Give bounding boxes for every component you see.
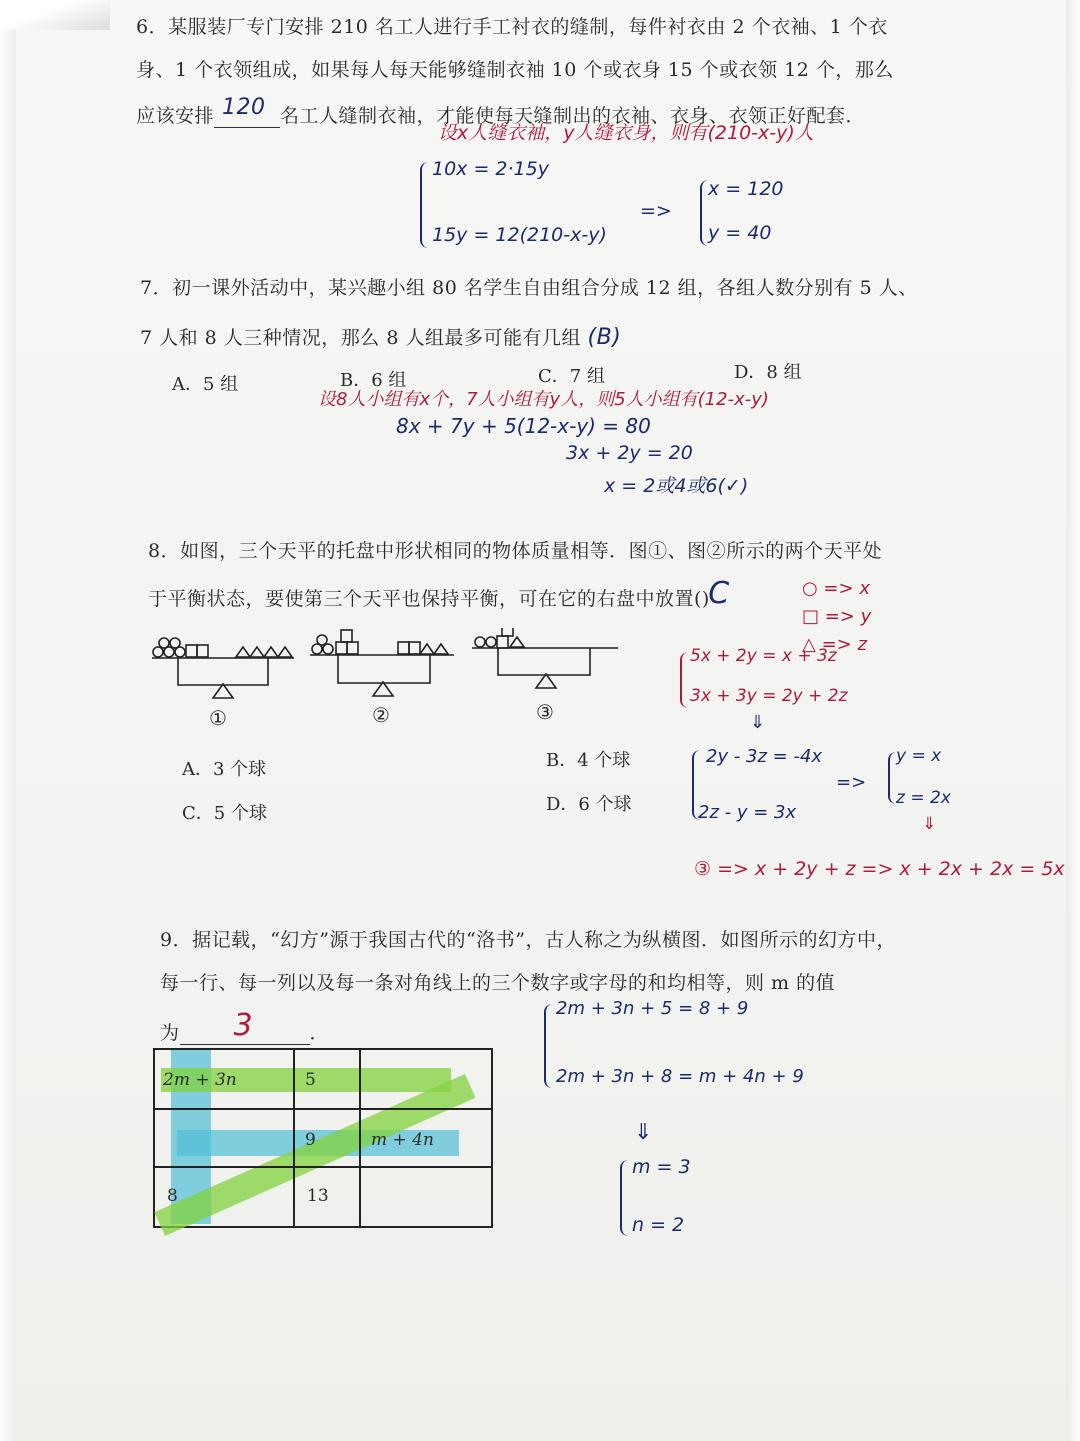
balance-label-1: ① [209, 706, 227, 730]
q8-option-d: D．6 个球 [546, 794, 632, 815]
q8-line2-pre: 于平衡状态，要使第三个天平也保持平衡，可在它的右盘中放置( [148, 588, 702, 610]
q8-eq1: 5x + 2y = x + 3z [690, 646, 837, 666]
grid-line-v2 [359, 1050, 361, 1226]
q6-answer: 120 [222, 95, 266, 120]
q8-option-a: A．3 个球 [182, 759, 267, 780]
q9-line3-post: ． [309, 1022, 330, 1044]
q8-answer: C [708, 576, 730, 611]
q9-sol1: m = 3 [632, 1156, 691, 1178]
grid-line-h1 [155, 1108, 491, 1110]
cell-r3c1: 8 [167, 1186, 178, 1206]
q8-legend-circle: ○ => x [802, 578, 870, 599]
q8-line1: 8．如图，三个天平的托盘中形状相同的物体质量相等．图①、图②所示的两个天平处 [148, 540, 883, 562]
q8-line2 [148, 576, 730, 611]
q9-line3 [160, 1008, 330, 1045]
q8-eq3: 2y - 3z = -4x [706, 746, 823, 767]
paper-edge-left [0, 0, 16, 1441]
q8-line2-post: ) [701, 588, 710, 610]
q9-brace-2 [620, 1160, 632, 1236]
q7-line1: 7．初一课外活动中，某兴趣小组 80 名学生自由组合分成 12 组，各组人数分别有 5 人、 [140, 277, 918, 299]
q9-down-arrow: ⇓ [634, 1120, 653, 1145]
paper-curl [0, 0, 110, 30]
q7-note2: 8x + 7y + 5(12-x-y) = 80 [396, 414, 651, 438]
q8-sol2: z = 2x [896, 788, 951, 808]
balance-3 [472, 628, 618, 688]
q7-note1: 设8人小组有x个，7人小组有y人，则5人小组有(12-x-y) [318, 389, 769, 410]
q6-line3-pre: 应该安排 [136, 105, 215, 127]
q9-line2: 每一行、每一列以及每一条对角线上的三个数字或字母的和均相等，则 m 的值 [160, 972, 836, 994]
q7-note4: x = 2或4或6(✓) [604, 475, 749, 497]
cell-r2c2: 9 [305, 1130, 316, 1150]
q8-legend-square: □ => y [802, 606, 872, 627]
q9-line1: 9．据记载，“幻方”源于我国古代的“洛书”，古人称之为纵横图．如图所示的幻方中， [160, 929, 896, 951]
q6-sol2: y = 40 [708, 222, 772, 244]
q9-eq2: 2m + 3n + 8 = m + 4n + 9 [556, 1066, 804, 1087]
q6-arrow: => [640, 200, 672, 222]
q8-sol1: y = x [896, 746, 942, 766]
q9-answer: 3 [233, 1008, 254, 1043]
balance-label-2: ② [372, 703, 390, 727]
q9-sol2: n = 2 [632, 1214, 685, 1236]
paper-edge-right [1066, 0, 1080, 1441]
q7-option-d: D．8 组 [734, 362, 802, 383]
q7-line2 [140, 323, 621, 350]
q7-option-c: C．7 组 [538, 366, 605, 387]
cell-r3c2: 13 [307, 1186, 329, 1206]
q8-option-c: C．5 个球 [182, 803, 267, 824]
q8-eq4: 2z - y = 3x [698, 802, 797, 823]
q6-line2: 身、1 个衣领组成，如果每人每天能够缝制衣袖 10 个或衣身 15 个或衣领 12 个，那么 [136, 59, 894, 81]
q8-option-b: B．4 个球 [546, 750, 631, 771]
magic-square-grid [153, 1048, 493, 1228]
q9-brace-1 [544, 1004, 556, 1088]
q7-answer: (B) [587, 325, 622, 350]
q7-line2-text: 7 人和 8 人三种情况，那么 8 人组最多可能有几组 [140, 327, 581, 349]
grid-line-v1 [293, 1050, 295, 1226]
q9-eq1: 2m + 3n + 5 = 8 + 9 [556, 998, 749, 1019]
q7-option-a: A．5 组 [172, 374, 239, 395]
q6-eq2: 15y = 12(210-x-y) [432, 224, 607, 246]
q9-answer-blank [180, 1008, 310, 1045]
q8-arrow: => [836, 772, 867, 793]
q8-eq2: 3x + 3y = 2y + 2z [690, 686, 848, 706]
q6-note: 设x人缝衣袖，y人缝衣身，则有(210-x-y)人 [438, 122, 814, 144]
q7-note3: 3x + 2y = 20 [566, 442, 693, 464]
q9-line3-pre: 为 [160, 1022, 180, 1044]
balance-label-3: ③ [536, 700, 554, 724]
q6-brace-left [420, 162, 432, 248]
q8-final: ③ => x + 2y + z => x + 2x + 2x = 5x [694, 858, 1065, 880]
cell-r1c1: 2m + 3n [163, 1070, 237, 1090]
cell-r2c3: m + 4n [371, 1130, 434, 1150]
q6-line3-post: 名工人缝制衣袖，才能使每天缝制出的衣袖、衣身、衣领正好配套． [280, 105, 866, 127]
q7-option-b: B．6 组 [340, 370, 407, 391]
q8-down-arrow-2: ⇓ [922, 814, 937, 834]
balance-1 [152, 638, 294, 698]
q6-eq1: 10x = 2·15y [432, 158, 549, 180]
q6-line1: 6．某服装厂专门安排 210 名工人进行手工衬衣的缝制，每件衬衣由 2 个衣袖、1 个衣 [136, 16, 888, 38]
cell-r1c2: 5 [305, 1070, 316, 1090]
balance-2 [310, 630, 454, 696]
grid-line-h2 [155, 1166, 491, 1168]
q8-down-arrow: ⇓ [750, 712, 766, 733]
q6-answer-blank [214, 95, 280, 128]
q8-legend-triangle: △ => z [802, 634, 867, 655]
q6-sol1: x = 120 [708, 178, 784, 200]
